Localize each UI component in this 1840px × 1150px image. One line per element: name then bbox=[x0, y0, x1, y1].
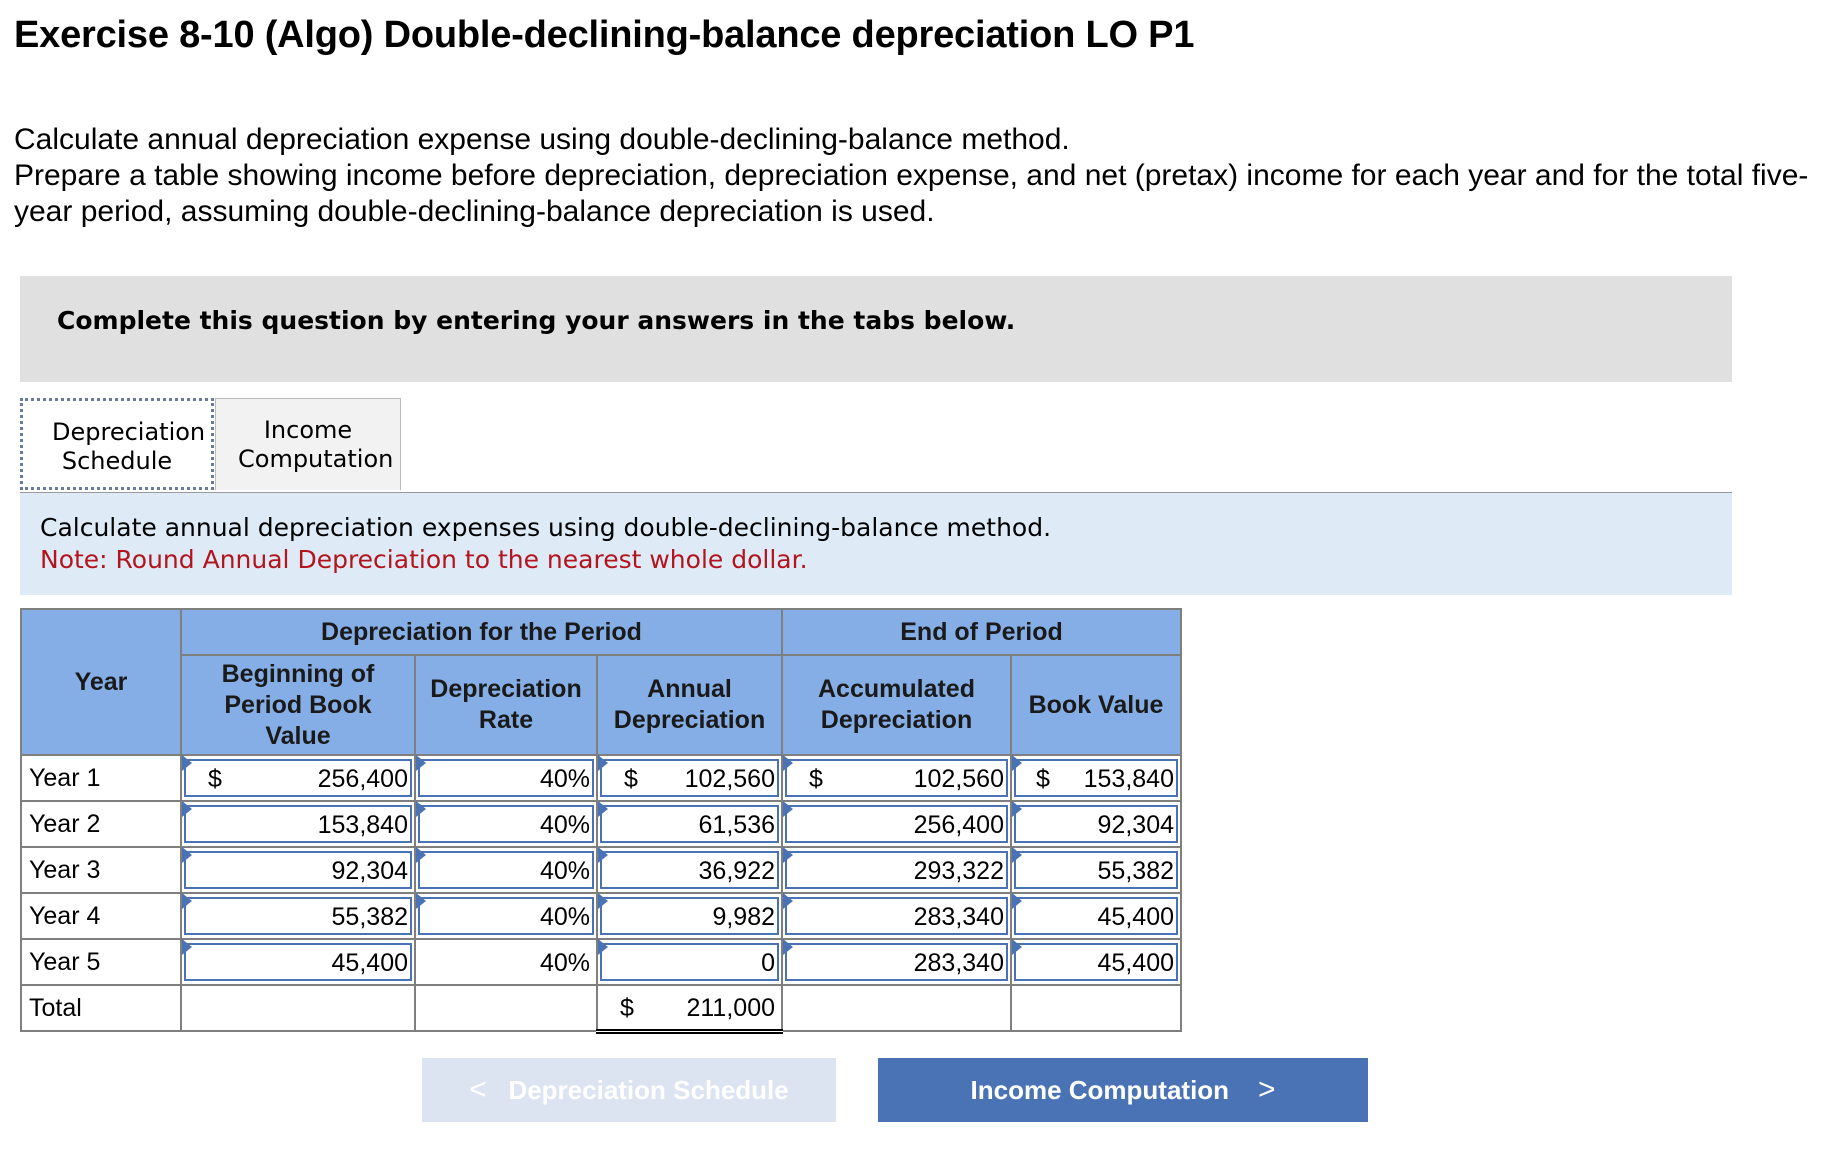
accumulated-depreciation-input[interactable]: 283,340 bbox=[785, 897, 1008, 935]
instruction-text: Calculate annual depreciation expenses using double-declining-balance method. bbox=[40, 513, 1052, 542]
input-marker-icon bbox=[182, 939, 192, 955]
empty-cell bbox=[181, 985, 415, 1031]
prev-tab-label: Depreciation Schedule bbox=[508, 1075, 789, 1105]
header-accumulated-depreciation: Accumulated Depreciation bbox=[782, 655, 1011, 755]
intro-text bbox=[14, 122, 1814, 230]
year-label: Year 1 bbox=[21, 755, 181, 801]
beginning-book-value-input[interactable]: 45,400 bbox=[184, 943, 412, 981]
header-beginning-book-value: Beginning of Period Book Value bbox=[181, 655, 415, 755]
currency-symbol: $ bbox=[620, 994, 634, 1023]
accumulated-depreciation-input[interactable]: 293,322 bbox=[785, 851, 1008, 889]
header-period-group: Depreciation for the Period bbox=[181, 609, 782, 655]
input-marker-icon bbox=[1012, 801, 1022, 817]
input-marker-icon bbox=[783, 893, 793, 909]
header-end-group: End of Period bbox=[782, 609, 1181, 655]
total-label: Total bbox=[21, 985, 181, 1031]
book-value-input[interactable]: 92,304 bbox=[1014, 805, 1178, 843]
accumulated-depreciation-input[interactable]: $ 102,560 bbox=[785, 759, 1008, 797]
annual-depreciation-input[interactable]: 0 bbox=[600, 943, 779, 981]
currency-symbol: $ bbox=[1036, 765, 1050, 793]
input-marker-icon bbox=[1012, 893, 1022, 909]
input-marker-icon bbox=[416, 847, 426, 863]
input-marker-icon bbox=[1012, 847, 1022, 863]
header-annual-depreciation: Annual Depreciation bbox=[597, 655, 782, 755]
depreciation-rate-input[interactable]: 40% bbox=[418, 897, 594, 935]
book-value-input[interactable]: $ 153,840 bbox=[1014, 759, 1178, 797]
year-label: Year 4 bbox=[21, 893, 181, 939]
total-annual-depreciation: $ 211,000 bbox=[597, 985, 782, 1031]
header-depreciation-rate: Depreciation Rate bbox=[415, 655, 597, 755]
depreciation-rate-input[interactable]: 40% bbox=[418, 805, 594, 843]
empty-cell bbox=[782, 985, 1011, 1031]
beginning-book-value-input[interactable]: $ 256,400 bbox=[184, 759, 412, 797]
banner-text: Complete this question by entering your answers in the tabs below. bbox=[57, 306, 1016, 335]
input-marker-icon bbox=[598, 847, 608, 863]
depreciation-rate-input[interactable]: 40% bbox=[418, 759, 594, 797]
book-value-input[interactable]: 55,382 bbox=[1014, 851, 1178, 889]
table-row bbox=[21, 893, 1181, 939]
depreciation-rate-input[interactable]: 40% bbox=[418, 943, 594, 981]
depreciation-rate-input[interactable]: 40% bbox=[418, 851, 594, 889]
empty-cell bbox=[415, 985, 597, 1031]
book-value-input[interactable]: 45,400 bbox=[1014, 943, 1178, 981]
currency-symbol: $ bbox=[624, 765, 638, 793]
input-marker-icon bbox=[416, 801, 426, 817]
prev-tab-button[interactable] bbox=[422, 1058, 836, 1122]
input-marker-icon bbox=[416, 893, 426, 909]
chevron-right-icon: > bbox=[1257, 1073, 1276, 1106]
input-marker-icon bbox=[416, 755, 426, 771]
book-value-input[interactable]: 45,400 bbox=[1014, 897, 1178, 935]
next-tab-label: Income Computation bbox=[970, 1075, 1230, 1105]
page-title: Exercise 8-10 (Algo) Double-declining-balance depreciation LO P1 bbox=[14, 14, 1195, 56]
header-book-value: Book Value bbox=[1011, 655, 1181, 755]
tab-label: Income Computation bbox=[238, 416, 394, 473]
input-marker-icon bbox=[182, 755, 192, 771]
table-row bbox=[21, 755, 1181, 801]
input-marker-icon bbox=[783, 847, 793, 863]
accumulated-depreciation-input[interactable]: 256,400 bbox=[785, 805, 1008, 843]
input-marker-icon bbox=[783, 801, 793, 817]
table-row bbox=[21, 801, 1181, 847]
intro-line-1: Calculate annual depreciation expense using double-declining-balance method. bbox=[14, 123, 1070, 156]
input-marker-icon bbox=[182, 893, 192, 909]
input-marker-icon bbox=[783, 755, 793, 771]
rounding-note: Note: Round Annual Depreciation to the nearest whole dollar. bbox=[40, 545, 808, 574]
instruction-banner bbox=[20, 276, 1732, 382]
total-row bbox=[21, 985, 1181, 1031]
year-label: Year 3 bbox=[21, 847, 181, 893]
year-label: Year 5 bbox=[21, 939, 181, 985]
input-marker-icon bbox=[1012, 755, 1022, 771]
tab-label: Depreciation Schedule bbox=[52, 418, 206, 475]
input-marker-icon bbox=[598, 801, 608, 817]
annual-depreciation-input[interactable]: $ 102,560 bbox=[600, 759, 779, 797]
currency-symbol: $ bbox=[809, 765, 823, 793]
beginning-book-value-input[interactable]: 55,382 bbox=[184, 897, 412, 935]
input-marker-icon bbox=[182, 847, 192, 863]
input-marker-icon bbox=[783, 939, 793, 955]
next-tab-button[interactable] bbox=[878, 1058, 1368, 1122]
beginning-book-value-input[interactable]: 153,840 bbox=[184, 805, 412, 843]
beginning-book-value-input[interactable]: 92,304 bbox=[184, 851, 412, 889]
chevron-left-icon: < bbox=[469, 1073, 487, 1106]
annual-depreciation-input[interactable]: 9,982 bbox=[600, 897, 779, 935]
tab-instructions bbox=[20, 493, 1732, 595]
header-year: Year bbox=[21, 609, 181, 755]
empty-cell bbox=[1011, 985, 1181, 1031]
input-marker-icon bbox=[598, 893, 608, 909]
annual-depreciation-input[interactable]: 61,536 bbox=[600, 805, 779, 843]
accumulated-depreciation-input[interactable]: 283,340 bbox=[785, 943, 1008, 981]
input-marker-icon bbox=[1012, 939, 1022, 955]
input-marker-icon bbox=[598, 755, 608, 771]
annual-depreciation-input[interactable]: 36,922 bbox=[600, 851, 779, 889]
tab-depreciation-schedule[interactable] bbox=[20, 398, 214, 490]
depreciation-table bbox=[20, 608, 1182, 1034]
table-row bbox=[21, 847, 1181, 893]
tab-income-computation[interactable] bbox=[215, 398, 401, 490]
intro-line-2: Prepare a table showing income before depreciation, depreciation expense, and net (pretax) income for each year and for the total five-year period, assuming double-declining-balance depreciation is used. bbox=[14, 159, 1809, 228]
input-marker-icon bbox=[598, 939, 608, 955]
year-label: Year 2 bbox=[21, 801, 181, 847]
currency-symbol: $ bbox=[208, 765, 222, 793]
input-marker-icon bbox=[182, 801, 192, 817]
table-row bbox=[21, 939, 1181, 985]
